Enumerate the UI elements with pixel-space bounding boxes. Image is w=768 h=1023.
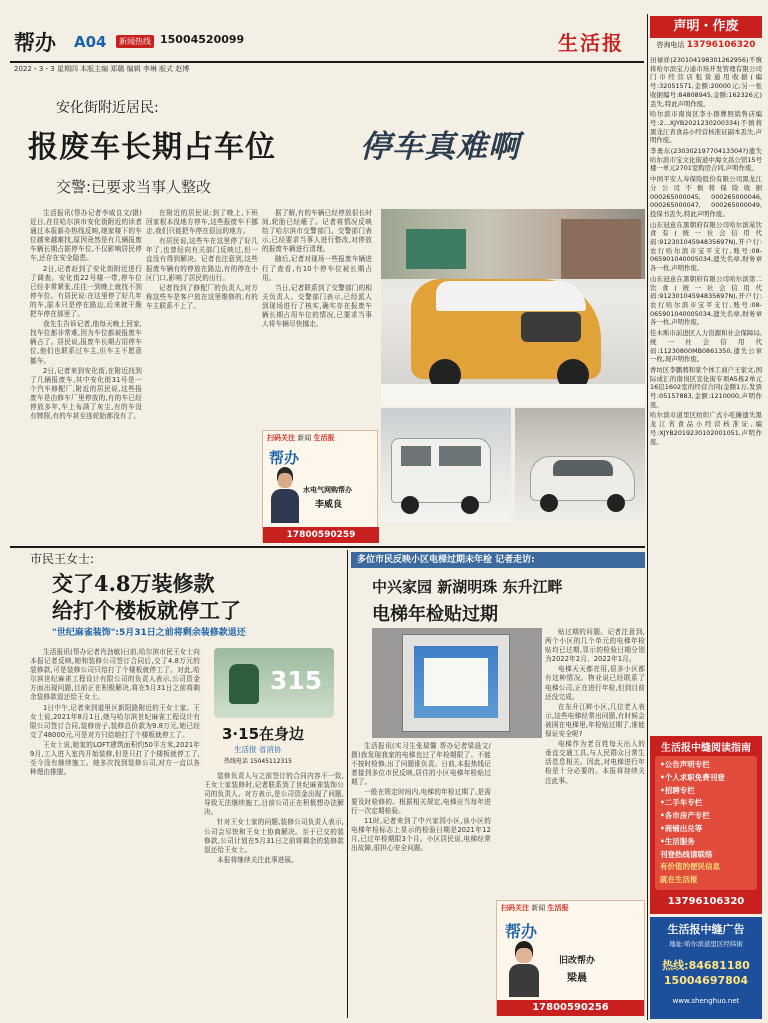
fist-icon [229, 664, 259, 704]
paragraph: 生活报讯(帮办记者肖劲敏)日前,哈尔滨市民王女士向本报记者反映,她和装修公司签订合同后,交了4.8万元的装修款,可是装修公司只给打了个楼板就停工了。对此,哈尔滨世纪麻雀工程设计有限公司的负责人表示,公司资金方面出现问题,目前正在积极解决,将在5月31日之前将剩余装修款退还给王女士。 [30, 648, 200, 702]
notice-sidebar [650, 14, 762, 1020]
paragraph: 在附近的居民说:到了晚上,下班回家根本没地方停车,这些报废车不挪走,我们只能把车停在很远的地方。 [146, 209, 258, 236]
hotline-label: 新闻热线 [116, 35, 154, 48]
notice-item: 李勇东(23030219770413304?)遗失哈尔滨市宝文化街道中海文昌公馆15号楼一单元2701室购房合同,声明作废。 [650, 147, 762, 173]
guide-line: 就在生活报 [660, 875, 698, 885]
paragraph: 有居民说,这些车在这里停了好几年了,也曾经向有关部门反映过,但一直没有得到解决。记者也注意到,这些报废车辆有的停放在路边,有的停在小区门口,影响了居民的出行。 [146, 237, 258, 282]
lead-title-highlight: 停车真难啊 [360, 129, 520, 165]
sidebar-phone [650, 40, 762, 50]
guide-line: •各市房产专栏 [660, 811, 710, 821]
classified-url: www.shenghuo.net [672, 997, 740, 1005]
mid-kicker: 市民王女士: [30, 552, 95, 566]
paragraph: 11时,记者来到了中兴家园小区,该小区的电梯年检标志上显示的检验日期是2021年12月,已过年检期限3个月。小区居民说,电梯经常出故障,很担心安全问题。 [351, 816, 491, 853]
guide-line: •个人求职免费刊登 [660, 772, 725, 782]
right-banner: 多位市民反映小区电梯过期未年检 记者走访: [351, 552, 645, 568]
mid-title-line-1: 交了4.8万装修款 [52, 571, 215, 596]
badge-logo: 生活报 [547, 904, 569, 912]
guide-line: •二手车专栏 [660, 798, 703, 808]
badge-name: 李威良 [315, 500, 343, 510]
page-header [0, 0, 645, 73]
paragraph: 装修负责人与之前签订的合同内容不一致,王女士家装修时,记者联系到了世纪麻雀装饰公司的负责人。对方表示,是公司资金出现了问题,导致无法继续施工,目前公司正在积极想办法解决。 [204, 772, 344, 817]
paragraph: 一般在规定时间内,电梯的年检过期了,是需要及时检修的。根据相关规定,电梯应当每年进行一次定期检验。 [351, 788, 491, 815]
sidebar-phone-label: 咨询电话 [656, 41, 685, 49]
notice-item: 中国平安人寿保险股份有限公司黑龙江分公司不慎将保险收据000265000045, 000265000046, 000265000047, 000265000049, 投保书丢失,特此声明作废。 [650, 175, 762, 218]
lead-col-2 [146, 209, 258, 539]
badge-news: 新闻 [297, 434, 312, 442]
badge-role: 水电气网购帮办 [303, 486, 352, 494]
paragraph: 生活报讯(帮办记者李威良文/摄)近日,在住哈尔滨市安化街附近的读者通过本报新办热线反映,她家楼下的车位越来越难找,原因竟然是有几辆报废车辆长期占据停车位,不仅影响居民停车,还存在安全隐患。 [30, 209, 142, 263]
right-title-line-1: 中兴家园 新湖明珠 东升江畔 [372, 578, 563, 596]
classified-address: 地址:哈尔滨道里区经纬街 [669, 940, 743, 948]
badge-phone: 17800590256 [497, 1000, 644, 1016]
paragraph: 王女士说,她家的LOFT建筑面积约50平方米,2021年9月,工人进入室内开始装修,但是只打了个楼板就停工了,至今没有继续施工。她多次找到装修公司,对方一直以各种理由推脱。 [30, 740, 200, 777]
paragraph: 贴过期的问题。记者注意到,两个小区的几个单元的电梯年检贴均已过期,显示的检验日期分别为2022年2月、2022年1月。 [545, 628, 645, 664]
notice-item: 山东冠意在黑朝府有限公司哈尔滨某饮食有(统一社会信用代码:91230104594835697N),开户行:农行哈尔滨市宝平支行,账号:08-065901040005034,遗失名章,财务章各一枚,声明作废。 [650, 220, 762, 273]
guide-line: •公告声明专栏 [660, 760, 710, 769]
lead-col-1 [30, 209, 142, 539]
lead-photo-car [515, 408, 645, 523]
classified-phone-2: 15004697804 [663, 974, 749, 987]
paragraph: 据了解,有的车辆已经停放很长时间,轮胎已经瘪了。记者将情况反映给了哈尔滨市交警部门。交警部门表示,已经要求当事人进行整改,对停放的报废车辆进行清理。 [262, 209, 372, 254]
box-title: 3·15在身边 [222, 725, 305, 743]
guide-line: •商铺出兑等 [660, 823, 703, 833]
notice-item: 山东冠意在黑朝府有限公司哈尔滨第二饮食(统一社会信用代码:91230104594835697N),开户行:农行哈尔滨市宝平支行,账号:08-065901040005034,遗失名章,财务章各一枚,声明作废。 [650, 274, 762, 327]
paragraph: 生活报讯(实习生张瑞馨 帮办记者梁晨文/摄)我发现我家的电梯也过了年检期限了。不能不按时检修,出了问题谁负责。日前,本报热线记者接到多位市民反映,居住的小区电梯年检贴过期了。 [351, 742, 491, 787]
classified-ad [650, 917, 762, 1019]
lead-photo-van [381, 408, 511, 523]
avatar [269, 467, 301, 523]
right-title-line-2: 电梯年检贴过期 [372, 604, 498, 625]
badge-title: 帮办 [269, 449, 300, 467]
date-line: 2022・3・3 星期四 本版主编 郑璐 编辑 李琳 版式 赵博 [14, 65, 190, 73]
elevator-photo [372, 628, 542, 738]
box-org: 生活报 省消协 [234, 745, 282, 754]
paragraph: 本报将继续关注此事进展。 [217, 855, 298, 864]
mid-col-2 [204, 772, 344, 1018]
sidebar-phone-number: 13796106320 [686, 40, 756, 50]
badge-title: 帮办 [505, 922, 538, 941]
box-phone-number: 15045112315 [249, 758, 292, 765]
lead-col-3 [262, 209, 372, 427]
hotline-number: 15004520099 [160, 33, 245, 46]
paragraph: 在东升江畔小区,几位老人表示,这些电梯经常出问题,有时候会被困在电梯里,年检贴过期了,谁能保证安全呢? [545, 702, 645, 739]
lead-title: 报废车长期占车位 [28, 130, 276, 165]
avatar [507, 941, 541, 997]
sidebar-title: 声明・作废 [650, 16, 762, 38]
newspaper-logo: 生活报 [558, 31, 624, 55]
lead-kicker: 安化街附近居民: [56, 100, 159, 116]
classified-phone: 热线:84681180 [662, 959, 750, 972]
badge-315: 315 [270, 666, 323, 695]
mid-col-1 [30, 648, 200, 1018]
guide-line: 刊登热线请联络 [660, 849, 713, 859]
box-phone-label: 热线电话 [224, 758, 249, 765]
paragraph: 记者找到了修配厂的负责人,对方称这些车是客户放在这里维修的,有的车主联系不上了。 [146, 283, 258, 310]
badge-name: 梁晨 [567, 973, 587, 984]
helper-badge-lead [262, 430, 378, 543]
paragraph: 2日,记者赶到了安化街附近进行了调查。安化街22号楼一带,停车位已经非常紧张,往往一到晚上就找不到停车位。有居民说:在这里停了好几年的车,原本只是停在路边,后来就干脆把车停在那里了。 [30, 264, 142, 319]
badge-role: 旧改帮办 [559, 956, 596, 966]
lead-photo-taxi [381, 209, 645, 405]
paragraph: 2日,记者来到安化街,在附近找到了几辆报废车,其中安化街31号是一个汽车修配厂,附近的居民说,这些报废车是由修车厂里停放的,有的车已经停放多年,车上布满了灰尘,有的车没有牌照,有的车甚至连轮胎都没有了。 [30, 366, 142, 421]
consumer-rights-box [204, 648, 344, 768]
paragraph: 我先生告诉记者,他每天晚上回家,找车位都非常难,因为车位都被报废车辆占了。居民说,报废车长期占用停车位,他们也联系过车主,但车主不愿意挪车。 [30, 320, 142, 365]
paragraph: 电梯天天都在用,很多小区都有这种情况。物业说已经联系了电梯公司,正在进行年检,但到目前还没完成。 [545, 665, 645, 701]
notice-item: 田禄祥(230104198301262956)不慎将哈尔滨宝力通市场开发管理有限公司门市经营店租赁通用收据(编号:32051571,金额:20000元;另一张收据编号:84808945,金额:162326元)丢失,特此声明作废。 [650, 56, 762, 108]
right-col-2 [545, 628, 645, 896]
guide-line: •招聘专栏 [660, 785, 695, 795]
paragraph: 随后,记者对现场一些报废车辆进行了查看,有10个停车位被长期占用。 [262, 255, 372, 282]
paragraph: 针对王女士家的问题,装修公司负责人表示,公司会尽快和王女士协商解决。至于已交的装修款,公司计划在5月31日之前将剩余的装修款退还给王女士。 [204, 818, 344, 854]
notice-item: 香坊区李鹏骋和家个体工商户王家文,国际成汇的南岗区宣化街专项A5栋2单元16层1602室的经营合同(金额1万,发票号:05157883,金额:1210000,声明作废。 [650, 365, 762, 409]
notice-list [650, 56, 762, 716]
paragraph: 电梯作为老百姓每天出入的垂直交通工具,与人民群众日常生活息息相关。因此,对电梯进行年检是十分必要的。本报将持续关注此事。 [545, 740, 645, 785]
mid-subtitle: "世纪麻雀装饰":5月31日之前将剩余装修款退还 [52, 628, 246, 638]
classified-title: 生活报中缝广告 [667, 923, 745, 936]
badge-phone: 17800590259 [263, 527, 379, 543]
paragraph: 当日,记者联系到了交警部门的相关负责人。交警部门表示,已经派人到现场进行了核实,确实存在报废车辆长期占用车位的情况,已要求当事人将车辆尽快挪走。 [262, 283, 372, 329]
notice-item: 哈尔滨市道里区纺织广式小吃摊遗失黑龙江省食品小经营核准证,编号:XJYB2019230102001051,声明作废。 [650, 411, 762, 446]
box-phone [224, 756, 292, 765]
badge-scan: 扫码关注 [267, 434, 295, 442]
badge-news: 新闻 [531, 904, 546, 912]
lead-subtitle: 交警:已要求当事人整改 [56, 178, 212, 196]
right-col-1 [351, 742, 491, 1018]
guide-line: •生活服务 [660, 836, 695, 846]
notice-item: 佳木斯市前进区人力资源和社会保障局,统一社会信用代码:11230800MB0861350,遗失公章一枚,现声明作废。 [650, 329, 762, 364]
guide-phone: 13796106320 [667, 896, 745, 907]
reading-guide-title: 生活报中缝阅读指南 [661, 743, 751, 754]
notice-item: 哈尔滨市南岗区李小群牌照销售店编号:2...XJYB2021230200334)不慎将黑龙江省食品小经营核准证副本丢失,声明作废。 [650, 110, 762, 145]
badge-scan: 扫码关注 [501, 904, 529, 912]
page-number: A04 [74, 33, 107, 51]
mid-title-line-2: 给打个楼板就停工了 [52, 598, 241, 623]
section-title: 帮办 [14, 30, 56, 55]
badge-logo: 生活报 [313, 434, 335, 442]
paragraph: 1日中午,记者来到道里区新阳路附近的王女士家。王女士说,2021年8月1日,她与哈尔滨世纪麻雀工程设计有限公司签订合同,装修房子,装修总价款为9.8万元,她已经交了48000元,可是对方只给她打了个楼板就停工了。 [30, 703, 200, 739]
reading-guide-ad [650, 736, 762, 914]
guide-line: 有价值的便民信息 [660, 862, 720, 872]
helper-badge-elevator [496, 900, 645, 1016]
